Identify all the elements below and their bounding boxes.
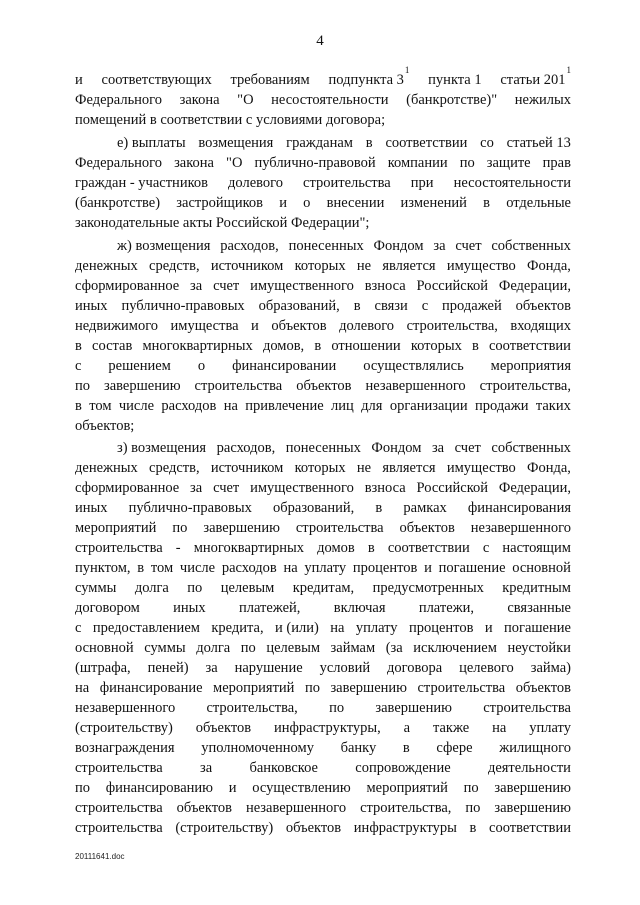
word: по xyxy=(465,800,481,816)
word: незавершенного xyxy=(245,800,347,816)
word: суммы xyxy=(75,580,117,596)
word: за xyxy=(433,238,446,254)
word: счет xyxy=(454,440,481,456)
text-line xyxy=(117,236,571,256)
word: организации xyxy=(389,398,468,414)
word: входящих xyxy=(510,318,571,334)
word: деятельности xyxy=(487,760,571,776)
word: связанные xyxy=(507,600,571,616)
word: долевого xyxy=(339,318,395,334)
word: числе xyxy=(179,560,216,576)
word: имущественного xyxy=(250,480,354,496)
text-line xyxy=(75,316,571,336)
word: объектов xyxy=(296,378,352,394)
word: по xyxy=(187,580,203,596)
word: имущество xyxy=(446,460,516,476)
text-line xyxy=(75,193,571,213)
word: денежных xyxy=(75,258,138,274)
word: и xyxy=(251,318,259,334)
word: застройщиков xyxy=(176,195,263,211)
word: в xyxy=(483,195,490,211)
word: строительства xyxy=(75,820,163,836)
word: продажи xyxy=(475,398,529,414)
word: и xyxy=(75,72,83,88)
word: неустойки xyxy=(507,640,571,656)
word: и xyxy=(424,560,432,576)
word: состав xyxy=(92,338,133,354)
text-line xyxy=(75,376,571,396)
word: образований, xyxy=(273,500,355,516)
word: финансированию xyxy=(105,780,213,796)
word: погашение xyxy=(504,620,571,636)
word: публично-правовых xyxy=(128,500,252,516)
word: которых xyxy=(294,258,346,274)
word: незавершенного xyxy=(75,700,176,716)
word: предоставлением xyxy=(92,620,200,636)
word: иных xyxy=(173,600,206,616)
word: завершению xyxy=(103,378,181,394)
text-line xyxy=(75,658,571,678)
word: домов xyxy=(317,540,355,556)
word: собственных xyxy=(491,238,571,254)
text-line xyxy=(117,133,571,153)
word: подпункта $3^1$ xyxy=(328,65,410,88)
word: строительства xyxy=(295,520,384,536)
word: на xyxy=(492,720,507,736)
text-line xyxy=(75,618,571,638)
word: с xyxy=(482,540,490,556)
word: в xyxy=(469,820,477,836)
word: предусмотренных xyxy=(372,580,484,596)
word: сопровождение xyxy=(355,760,451,776)
word: пункта 1 xyxy=(428,72,482,88)
word: решением xyxy=(108,358,171,374)
word: за xyxy=(205,660,218,676)
word: ж) возмещения xyxy=(117,238,211,254)
word: объектов xyxy=(515,680,571,696)
word: при xyxy=(410,175,434,191)
word: (банкротстве) xyxy=(75,195,161,211)
word: граждан - участников xyxy=(75,175,208,191)
word: объектов xyxy=(271,318,327,334)
word: е) выплаты xyxy=(117,135,186,151)
word: (строительству) xyxy=(75,720,173,736)
word: рамках xyxy=(403,500,447,516)
word: з) возмещения xyxy=(117,440,207,456)
word: строительства xyxy=(194,378,283,394)
word: иных xyxy=(75,500,108,516)
word: расходов xyxy=(161,398,217,414)
word: по xyxy=(459,155,475,171)
text-line xyxy=(75,110,571,130)
text-line xyxy=(117,438,571,458)
word: осуществлению xyxy=(252,780,351,796)
word: пунктом, xyxy=(75,560,131,576)
word: компании xyxy=(387,155,448,171)
word: основной xyxy=(512,560,571,576)
word: завершению xyxy=(494,800,571,816)
word: осуществлялись xyxy=(363,358,464,374)
text-line xyxy=(75,678,571,698)
word: "О xyxy=(237,92,254,108)
word: также xyxy=(432,720,470,736)
word: а xyxy=(403,720,411,736)
word: настоящим xyxy=(502,540,571,556)
word: многоквартирных xyxy=(193,540,305,556)
word: строительства, xyxy=(479,378,571,394)
word: строительства xyxy=(417,680,506,696)
word: процентов xyxy=(408,620,474,636)
word: соответствии xyxy=(385,135,468,151)
word: Российской xyxy=(416,278,489,294)
word: завершению xyxy=(330,680,408,696)
word: понесенных xyxy=(285,440,361,456)
word: платежи, xyxy=(418,600,475,616)
text-line xyxy=(75,65,571,90)
word: счет xyxy=(213,480,240,496)
word: соответствующих xyxy=(101,72,212,88)
word: для xyxy=(361,398,383,414)
word: уплату xyxy=(355,620,398,636)
word: соответствии xyxy=(489,820,571,836)
word: помещений в соответствии с условиями договора; xyxy=(75,112,386,128)
word: несостоятельности xyxy=(453,175,571,191)
word: платежей, xyxy=(238,600,301,616)
text-line xyxy=(75,778,571,798)
word: лиц xyxy=(331,398,354,414)
word: расходов xyxy=(221,560,277,576)
word: (строительству) xyxy=(175,820,274,836)
word: требованиям xyxy=(230,72,310,88)
word: таких xyxy=(535,398,571,414)
word: является xyxy=(382,460,436,476)
text-line xyxy=(75,498,571,518)
word: объектов xyxy=(285,820,342,836)
word: в xyxy=(137,560,145,576)
word: жилищного xyxy=(499,740,571,756)
word: гражданам xyxy=(286,135,353,151)
word: сфере xyxy=(436,740,473,756)
text-line xyxy=(75,296,571,316)
word: по xyxy=(75,378,91,394)
word: многоквартирных xyxy=(142,338,253,354)
word: займа) xyxy=(530,660,571,676)
word: понесенных xyxy=(288,238,364,254)
text-line xyxy=(75,798,571,818)
word: в xyxy=(402,740,410,756)
word: в xyxy=(314,338,322,354)
word: финансирование xyxy=(99,680,203,696)
word: незавершенного xyxy=(470,520,571,536)
word: условий xyxy=(319,660,371,676)
word: прав xyxy=(542,155,571,171)
word: несостоятельности xyxy=(271,92,389,108)
text-line xyxy=(75,538,571,558)
file-name-footer: 20111641.doc xyxy=(75,852,125,861)
word: кредитным xyxy=(502,580,571,596)
text-line xyxy=(75,718,571,738)
word: и xyxy=(484,620,493,636)
text-line xyxy=(75,213,571,233)
word: со xyxy=(480,135,494,151)
text-line xyxy=(75,518,571,538)
word: целевым xyxy=(220,580,275,596)
word: уплату xyxy=(529,720,571,736)
word: закона xyxy=(179,92,220,108)
word: в xyxy=(75,398,82,414)
word: финансирования xyxy=(467,500,571,516)
text-line xyxy=(75,558,571,578)
word: по xyxy=(75,780,91,796)
word: мероприятий xyxy=(366,780,448,796)
text-line xyxy=(75,738,571,758)
word: на xyxy=(283,560,298,576)
word: строительства, xyxy=(206,700,298,716)
word: долга xyxy=(134,580,169,596)
word: возмещения xyxy=(198,135,274,151)
word: публично-правовой xyxy=(254,155,376,171)
word: вознаграждения xyxy=(75,740,175,756)
word: закона xyxy=(174,155,214,171)
word: недвижимого xyxy=(75,318,159,334)
word: в xyxy=(471,338,479,354)
word: которых xyxy=(294,460,346,476)
word: имущество xyxy=(446,258,516,274)
word: в xyxy=(353,298,361,314)
text-line xyxy=(75,638,571,658)
word: средств, xyxy=(149,258,200,274)
word: строительства xyxy=(75,760,163,776)
word: (за xyxy=(385,640,403,656)
word: и xyxy=(279,195,287,211)
text-line xyxy=(75,818,571,838)
word: защите xyxy=(486,155,531,171)
word: суммы xyxy=(144,640,186,656)
word: с xyxy=(75,620,82,636)
word: (банкротстве)" xyxy=(406,92,498,108)
word: (штрафа, xyxy=(75,660,131,676)
word: которых xyxy=(410,338,462,354)
word: по xyxy=(172,520,188,536)
word: счет xyxy=(213,278,240,294)
word: процентов xyxy=(352,560,418,576)
word: по xyxy=(240,640,256,656)
text-line xyxy=(75,356,571,376)
word: источником xyxy=(210,460,284,476)
word: соответствии xyxy=(489,338,571,354)
word: источником xyxy=(210,258,284,274)
word: строительства, xyxy=(360,800,452,816)
word: банковское xyxy=(249,760,318,776)
word: мероприятия xyxy=(490,358,571,374)
word: строительства xyxy=(303,175,391,191)
word: за xyxy=(431,440,445,456)
word: банку xyxy=(340,740,377,756)
word: Федерации, xyxy=(498,480,571,496)
word: объектов; xyxy=(75,418,135,434)
word: инфраструктуры xyxy=(353,820,457,836)
word: объектов xyxy=(515,298,571,314)
word: строительства xyxy=(75,800,163,816)
word: статьей 13 xyxy=(506,135,571,151)
word: за xyxy=(200,760,213,776)
word: отношении xyxy=(331,338,401,354)
word: нежилых xyxy=(514,92,571,108)
text-line xyxy=(75,758,571,778)
word: Фондом xyxy=(373,238,424,254)
word: целевого xyxy=(459,660,514,676)
word: договора xyxy=(387,660,443,676)
word: денежных xyxy=(75,460,138,476)
word: и xyxy=(228,780,237,796)
word: - xyxy=(175,540,181,556)
word: по xyxy=(304,680,320,696)
word: по xyxy=(463,780,479,796)
word: в xyxy=(367,540,375,556)
word: том xyxy=(89,398,112,414)
word: кредита, xyxy=(211,620,264,636)
word: публично-правовых xyxy=(121,298,245,314)
word: незавершенного xyxy=(365,378,466,394)
text-line xyxy=(75,90,571,110)
word: погашение xyxy=(438,560,506,576)
word: Федерального xyxy=(75,92,163,108)
text-line xyxy=(75,698,571,718)
word: взноса xyxy=(364,480,406,496)
word: домов, xyxy=(262,338,305,354)
word: основной xyxy=(75,640,134,656)
word: за xyxy=(190,480,203,496)
word: включая xyxy=(333,600,386,616)
word: уплату xyxy=(304,560,347,576)
word: том xyxy=(150,560,174,576)
word: с xyxy=(75,358,82,374)
word: взноса xyxy=(364,278,406,294)
word: статьи $201^1$ xyxy=(500,65,571,88)
word: завершению xyxy=(494,780,571,796)
word: законодательные акты Российской Федерации"; xyxy=(75,215,370,231)
word: на xyxy=(75,680,90,696)
word: Российской xyxy=(416,480,489,496)
word: "О xyxy=(226,155,243,171)
word: иных xyxy=(75,298,108,314)
word: Фонда, xyxy=(527,258,571,274)
word: за xyxy=(190,278,203,294)
text-line xyxy=(75,276,571,296)
word: строительства xyxy=(483,700,571,716)
word: Фондом xyxy=(371,440,422,456)
word: в xyxy=(375,500,383,516)
word: займам xyxy=(330,640,376,656)
word: не xyxy=(356,460,372,476)
word: на xyxy=(223,398,238,414)
word: целевым xyxy=(266,640,320,656)
word: собственных xyxy=(491,440,571,456)
word: объектов xyxy=(399,520,455,536)
word: строительства, xyxy=(406,318,498,334)
word: продажей xyxy=(442,298,502,314)
word: Федерации, xyxy=(498,278,571,294)
text-line xyxy=(75,256,571,276)
page-number: 4 xyxy=(316,33,324,49)
word: финансировании xyxy=(232,358,337,374)
word: внесении xyxy=(326,195,385,211)
text-line xyxy=(75,416,571,436)
text-line xyxy=(75,478,571,498)
word: строительства xyxy=(75,540,163,556)
word: имущественного xyxy=(250,278,354,294)
word: пеней) xyxy=(147,660,189,676)
word: договором xyxy=(75,600,140,616)
word: кредитам, xyxy=(292,580,355,596)
word: мероприятий xyxy=(75,520,157,536)
word: о xyxy=(303,195,311,211)
text-line xyxy=(75,598,571,618)
word: объектов xyxy=(176,800,232,816)
word: долга xyxy=(196,640,231,656)
word: расходов, xyxy=(220,238,279,254)
word: имущества xyxy=(170,318,239,334)
word: на xyxy=(330,620,345,636)
word: по xyxy=(329,700,345,716)
word: долевого xyxy=(228,175,283,191)
word: с xyxy=(421,298,429,314)
word: отдельные xyxy=(506,195,571,211)
word: образований, xyxy=(258,298,340,314)
text-line xyxy=(75,396,571,416)
text-line xyxy=(75,458,571,478)
text-line xyxy=(75,173,571,193)
word: в xyxy=(75,338,82,354)
word: Фонда, xyxy=(527,460,571,476)
word: сформированное xyxy=(75,480,180,496)
word: нарушение xyxy=(234,660,303,676)
word: в xyxy=(365,135,373,151)
word: завершению xyxy=(375,700,452,716)
text-line xyxy=(75,336,571,356)
word: расходов, xyxy=(216,440,276,456)
word: исключением xyxy=(413,640,497,656)
word: мероприятий xyxy=(213,680,295,696)
word: средств, xyxy=(149,460,200,476)
word: счет xyxy=(455,238,482,254)
word: инфраструктуры, xyxy=(273,720,381,736)
word: привлечение xyxy=(245,398,324,414)
word: Федерального xyxy=(75,155,163,171)
word: завершению xyxy=(203,520,280,536)
word: объектов xyxy=(195,720,252,736)
word: уполномоченному xyxy=(201,740,314,756)
word: сформированное xyxy=(75,278,180,294)
word: и (или) xyxy=(275,620,319,636)
text-line xyxy=(75,578,571,598)
word: связи xyxy=(374,298,408,314)
text-line xyxy=(75,153,571,173)
word: изменений xyxy=(400,195,467,211)
word: о xyxy=(197,358,206,374)
word: не xyxy=(356,258,372,274)
word: является xyxy=(382,258,436,274)
word: соответствии xyxy=(387,540,470,556)
word: числе xyxy=(118,398,155,414)
